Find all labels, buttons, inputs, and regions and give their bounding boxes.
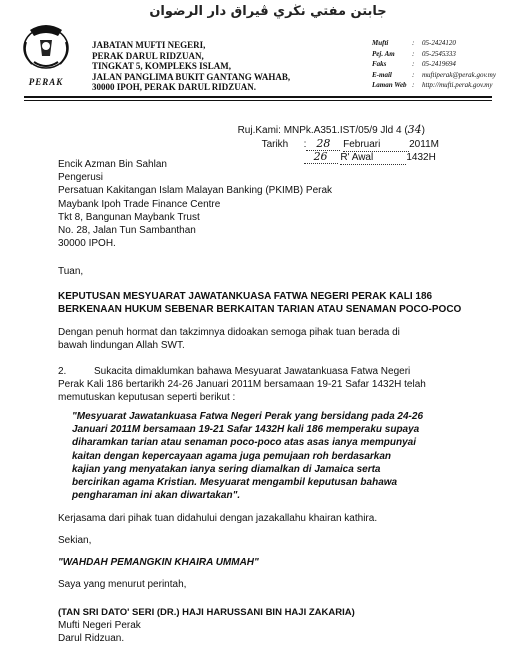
subject-line: BERKENAAN HUKUM SEBENAR BERKAITAN TARIAN ATAU SENAMAN POCO-POCO <box>58 304 462 316</box>
org-line: 30000 IPOH, PERAK DARUL RIDZUAN. <box>92 82 257 92</box>
date-year-gregorian: 2011M <box>409 139 439 150</box>
contact-email: E-mail : muftiperak@perak.gov.my <box>372 70 496 79</box>
motto: "WAHDAH PEMANGKIN KHAIRA UMMAH" <box>58 557 259 568</box>
contact-phone-mufti: Mufti : 05-2424120 <box>372 39 456 47</box>
recipient-line: 30000 IPOH. <box>58 238 116 250</box>
arabic-letterhead-title: جابتن مفتي نڬري ڤيراق دار الرضوان <box>149 4 387 19</box>
greeting-paragraph: Dengan penuh hormat dan takzimnya didoakan semoga pihak tuan berada di bawah lindungan Allah SWT. <box>58 327 400 352</box>
org-line: TINGKAT 5, KOMPLEKS ISLAM, <box>92 61 231 71</box>
recipient-line: Pengerusi <box>58 172 104 184</box>
organisation-address <box>92 40 352 93</box>
org-line: JABATAN MUFTI NEGERI, <box>92 40 206 50</box>
signatory-name: (TAN SRI DATO' SERI (DR.) HAJI HARUSSANI BIN HAJI ZAKARIA) <box>58 607 355 618</box>
closing-paragraph: Kerjasama dari pihak tuan didahului dengan jazakallahu khairan kathira. <box>58 513 378 524</box>
recipient-address <box>58 158 478 250</box>
contact-website: Laman Web : http://mufti.perak.gov.my <box>372 81 493 89</box>
crest-caption: PERAK <box>28 77 64 87</box>
recipient-line: Persatuan Kakitangan Islam Malayan Banking (PKIMB) Perak <box>58 185 333 197</box>
signatory-title: Mufti Negeri Perak <box>58 620 141 632</box>
saya-yang-menurut-perintah: Saya yang menurut perintah, <box>58 579 187 590</box>
salutation: Tuan, <box>58 266 84 277</box>
fatwa-decision-quote: "Mesyuarat Jawatankuasa Fatwa Negeri Perak yang bersidang pada 24-26 Januari 2011M bersamaan 19-21 Safar 1432H kali 186 memperaku supaya diharamkan tarian atau senaman poco-poco atas asas ianya mempunyai kaitan dengan kepercayaan agama juga pemujaan roh berdasarkan kajian yang menyatakan ianya sering diamalkan di Jamaica serta bercirikan agama Kristian. Mesyuarat mengambil keputusan bahawa pengharaman ini akan diwartakan". <box>72 411 424 502</box>
recipient-line: Encik Azman Bin Sahlan <box>58 159 167 170</box>
sekian: Sekian, <box>58 535 92 546</box>
subject-heading <box>58 290 498 316</box>
date-month-gregorian: Februari <box>343 138 409 152</box>
signatory-place: Darul Ridzuan. <box>58 633 125 645</box>
reference-line: Ruj.Kami: MNPk.A351.IST/05/9 Jld 4 (34) <box>237 123 425 136</box>
ruj-label: Ruj.Kami <box>237 125 279 136</box>
paragraph-number: 2. <box>58 366 67 377</box>
signatory-block <box>58 606 498 646</box>
date-line-gregorian: Tarikh : 28 Februari 2011M <box>261 137 439 150</box>
date-day-hijri: 26 <box>304 150 338 164</box>
subject-line: KEPUTUSAN MESYUARAT JAWATANKUASA FATWA NEGERI PERAK KALI 186 <box>58 291 433 302</box>
perak-crest-logo <box>20 22 72 87</box>
letterhead-divider-thick <box>24 96 492 98</box>
decision-paragraph: Sukacita dimaklumkan bahawa Mesyuarat Jawatankuasa Fatwa Negeri Perak Kali 186 bertarikh 24-26 Januari 2011M bersamaan 19-21 Safar 1432H telah memutuskan keputusan seperti berikut : <box>58 366 426 404</box>
contact-phone-office: Pej. Am : 05-2545333 <box>372 49 456 58</box>
recipient-line: Maybank Ipoh Trade Finance Centre <box>58 198 221 210</box>
org-line: JALAN PANGLIMA BUKIT GANTANG WAHAB, <box>92 71 291 82</box>
date-month-hijri: R' Awal <box>340 151 406 165</box>
recipient-line: Tkt 8, Bangunan Maybank Trust <box>58 211 200 223</box>
contact-fax: Faks : 05-2419694 <box>372 60 456 68</box>
date-day-gregorian: 28 <box>306 137 340 151</box>
date-year-hijri: 1432H <box>406 152 436 163</box>
ruj-handwritten-number: 34 <box>407 123 422 136</box>
ruj-value: MNPk.A351.IST/05/9 Jld 4 ( <box>283 125 408 136</box>
contact-block <box>372 38 512 91</box>
org-line: PERAK DARUL RIDZUAN, <box>92 50 204 61</box>
crest-emblem-icon <box>20 22 72 72</box>
recipient-line: No. 28, Jalan Tun Sambanthan <box>58 225 196 237</box>
tarikh-label: Tarikh <box>261 139 289 150</box>
letterhead-divider-thin <box>24 100 492 101</box>
